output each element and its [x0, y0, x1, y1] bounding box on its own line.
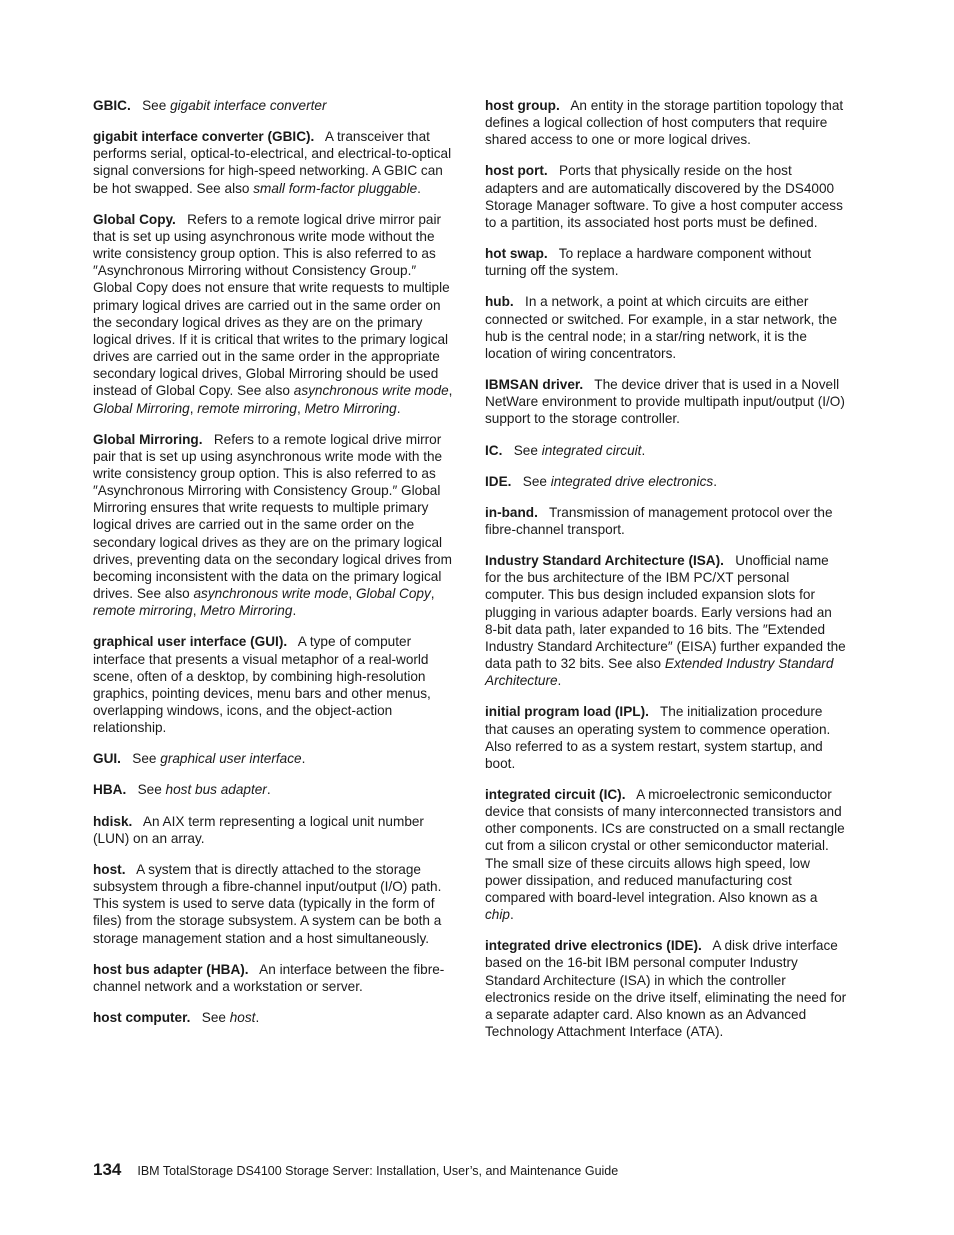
- cross-reference: remote mirroring: [93, 603, 193, 619]
- glossary-term: hot swap.: [485, 246, 548, 262]
- glossary-term: integrated drive electronics (IDE).: [485, 938, 702, 954]
- cross-reference: Global Copy: [355, 586, 431, 602]
- glossary-entry-graphical-user-interface-gui: [93, 633, 455, 736]
- glossary-term: host group.: [485, 98, 560, 113]
- glossary-entry-host-port: [485, 162, 847, 231]
- glossary-term: host computer.: [93, 1010, 191, 1026]
- definition-text: The device driver that is used in a Novell NetWare environment to provide multipath input/output (I/O) support to the storage controller.: [485, 377, 845, 427]
- definition-text: Refers to a remote logical drive mirror pair that is set up using asynchronous write mode with the write consistency group option. This is also referred to as ″Asynchronous Mirroring with Consistency Group.″ Global Mirroring ensures that write requests to multiple primary logical drives are carried out in the same order on the secondary logical drives as they are on the primary logical drives, preventing data on the secondary logical drives from becoming inconsistent with the data on the primary logical drives. See also: [93, 431, 452, 602]
- glossary-term: host.: [93, 861, 126, 877]
- definition-text: .: [641, 442, 646, 458]
- definition-text: An interface between the fibre-channel network and a workstation or server.: [93, 961, 445, 994]
- definition-text: An AIX term representing a logical unit number (LUN) on an array.: [93, 813, 424, 846]
- glossary-entry-host: [93, 861, 455, 947]
- glossary-term: GBIC.: [93, 98, 131, 113]
- page-footer: [93, 1160, 853, 1180]
- definition-text: A microelectronic semiconductor device that consists of many interconnected transistors and other components. ICs are constructed on a small rectangle cut from a silicon crystal or other semiconductor material. The small size of these circuits allows high speed, low power dissipation, and reduced manufacturing cost compared with board-level integration. Also known as a: [485, 787, 845, 905]
- glossary-entry-integrated-circuit-ic: [485, 786, 847, 923]
- glossary-term: IDE.: [485, 473, 512, 489]
- glossary-term: host port.: [485, 163, 548, 179]
- glossary-term: gigabit interface converter (GBIC).: [93, 129, 315, 145]
- glossary-entry-ic: [485, 442, 847, 459]
- glossary-entry-host-computer: [93, 1009, 455, 1026]
- definition-text: Transmission of management protocol over the fibre-channel transport.: [485, 504, 833, 537]
- definition-text: A type of computer interface that presents a visual metaphor of a real-world scene, often of a desktop, by combining high-resolution graphics, pointing devices, menu bars and other menus, overlapping windows, icons, and the object-action relationship.: [93, 634, 431, 736]
- glossary-entry-industry-standard-architecture-isa: [485, 552, 847, 689]
- definition-text: A system that is directly attached to the storage subsystem through a fibre-channel input/output (I/O) path. This system is used to serve data (typically in the form of files) from the storage subsystem. A system can be both a storage management station and a host simultaneously.: [93, 861, 442, 946]
- glossary-term: GUI.: [93, 751, 121, 767]
- definition-text: ,: [348, 586, 356, 602]
- definition-text: See: [522, 473, 551, 489]
- glossary-entry-ide: [485, 473, 847, 490]
- definition-text: ,: [189, 400, 198, 416]
- definition-text: See: [142, 98, 171, 113]
- document-title: IBM TotalStorage DS4100 Storage Server: Installation, User’s, and Maintenance Guide: [137, 1164, 619, 1178]
- cross-reference: graphical user interface: [160, 751, 302, 767]
- glossary-entry-hdisk: [93, 813, 455, 847]
- glossary-term: integrated circuit (IC).: [485, 787, 626, 802]
- definition-text: ,: [296, 400, 305, 416]
- definition-text: .: [292, 603, 297, 619]
- definition-text: ,: [430, 586, 435, 602]
- glossary-entry-ibmsan-driver: [485, 376, 847, 427]
- cross-reference: host bus adapter: [165, 782, 267, 798]
- glossary-entry-integrated-drive-electronics-ide: [485, 937, 847, 1040]
- definition-text: .: [396, 400, 401, 416]
- cross-reference: gigabit interface converter: [170, 98, 327, 113]
- cross-reference: Extended Industry Standard Architecture: [485, 656, 834, 689]
- definition-text: A disk drive interface based on the 16-bit IBM personal computer Industry Standard Architecture (ISA) in which the controller electronics reside on the drive itself, eliminating the need for a separate adapter card. Also known as an Advanced Technology Attachment Interface (ATA).: [485, 938, 847, 1040]
- cross-reference: Metro Mirroring: [200, 603, 293, 619]
- glossary-entry-hba: [93, 781, 455, 798]
- glossary-term: initial program load (IPL).: [485, 704, 649, 720]
- glossary-entry-host-bus-adapter-hba: [93, 961, 455, 995]
- glossary-entry-gui: [93, 750, 455, 767]
- glossary-entry-hot-swap: [485, 245, 847, 279]
- glossary-entry-gbic: [93, 97, 455, 114]
- glossary-column-left: [93, 97, 455, 1040]
- definition-text: The initialization procedure that causes an operating system to commence operation. Also referred to as a system restart, system startup, and boot.: [485, 704, 831, 771]
- definition-text: Ports that physically reside on the host adapters and are automatically discovered by the DS4000 Storage Manager software. To give a host computer access to a partition, its associated host ports must be defined.: [485, 163, 843, 230]
- definition-text: See: [132, 751, 161, 767]
- cross-reference: integrated drive electronics: [550, 473, 714, 489]
- definition-text: To replace a hardware component without turning off the system.: [485, 246, 812, 279]
- glossary-term: host bus adapter (HBA).: [93, 961, 249, 977]
- definition-text: .: [417, 180, 421, 196]
- glossary-term: Global Copy.: [93, 211, 176, 227]
- glossary-term: IBMSAN driver.: [485, 377, 584, 393]
- cross-reference: integrated circuit: [541, 442, 642, 458]
- definition-text: See: [137, 782, 166, 798]
- glossary-term: in-band.: [485, 504, 538, 520]
- definition-text: .: [255, 1010, 260, 1026]
- glossary-term: IC.: [485, 442, 503, 458]
- definition-text: An entity in the storage partition topology that defines a logical collection of host computers that require shared access to one or more logical drives.: [485, 98, 844, 148]
- cross-reference: small form-factor pluggable: [253, 180, 418, 196]
- definition-text: A transceiver that performs serial, optical-to-electrical, and electrical-to-optical signal conversions for high-speed networking. A GBIC can be hot swapped. See also: [93, 129, 452, 196]
- definition-text: In a network, a point at which circuits are either connected or switched. For example, in a star network, the hub is the central node; in a star/ring network, it is the location of wiring concentrators.: [485, 294, 838, 361]
- cross-reference: Global Mirroring: [93, 400, 190, 416]
- cross-reference: Metro Mirroring: [304, 400, 397, 416]
- cross-reference: chip: [485, 907, 510, 923]
- definition-text: Refers to a remote logical drive mirror pair that is set up using asynchronous write mode without the write consistency group option. This is also referred to as ″Asynchronous Mirroring without Consistency Group.″ Global Copy does not ensure that write requests to multiple primary logical drives are carried out in the same order on the secondary logical drives as they are on the primary logical drives. If it is critical that writes to the primary logical drives are carried out in the same order in the appropriate secondary logical drives, Global Mirroring should be used instead of Global Copy. See also: [93, 211, 450, 399]
- glossary-term: hdisk.: [93, 813, 133, 829]
- definition-text: See: [513, 442, 542, 458]
- glossary-entry-global-mirroring: [93, 431, 455, 620]
- definition-text: .: [509, 907, 514, 923]
- cross-reference: host: [229, 1010, 256, 1026]
- glossary-entry-gigabit-interface-converter-gbic: [93, 128, 455, 197]
- definition-text: ,: [448, 383, 453, 399]
- glossary-entry-host-group: [485, 97, 847, 148]
- glossary-entry-global-copy: [93, 211, 455, 417]
- cross-reference: asynchronous write mode: [193, 586, 349, 602]
- definition-text: See: [201, 1010, 230, 1026]
- definition-text: Unofficial name for the bus architecture of the IBM PC/XT personal computer. This bus design included expansion slots for plugging in various adapter boards. Early versions had an 8-bit data path, later expanded to 16 bits. The ″Extended Industry Standard Architecture″ (EISA) further expanded the data path to 32 bits. See also: [485, 553, 846, 672]
- glossary-term: graphical user interface (GUI).: [93, 634, 288, 650]
- cross-reference: asynchronous write mode: [293, 383, 449, 399]
- glossary-entry-initial-program-load-ipl: [485, 703, 847, 772]
- definition-text: .: [713, 473, 717, 489]
- glossary-term: Global Mirroring.: [93, 431, 203, 447]
- definition-text: ,: [192, 603, 201, 619]
- glossary-term: hub.: [485, 294, 514, 310]
- glossary-entry-hub: [485, 293, 847, 362]
- glossary-term: Industry Standard Architecture (ISA).: [485, 553, 724, 569]
- page-number: 134: [93, 1160, 122, 1179]
- definition-text: .: [301, 751, 306, 767]
- definition-text: .: [266, 782, 271, 798]
- glossary-entry-in-band: [485, 504, 847, 538]
- definition-text: .: [557, 673, 562, 689]
- glossary-term: HBA.: [93, 782, 127, 798]
- glossary-column-right: [485, 97, 847, 1054]
- cross-reference: remote mirroring: [197, 400, 297, 416]
